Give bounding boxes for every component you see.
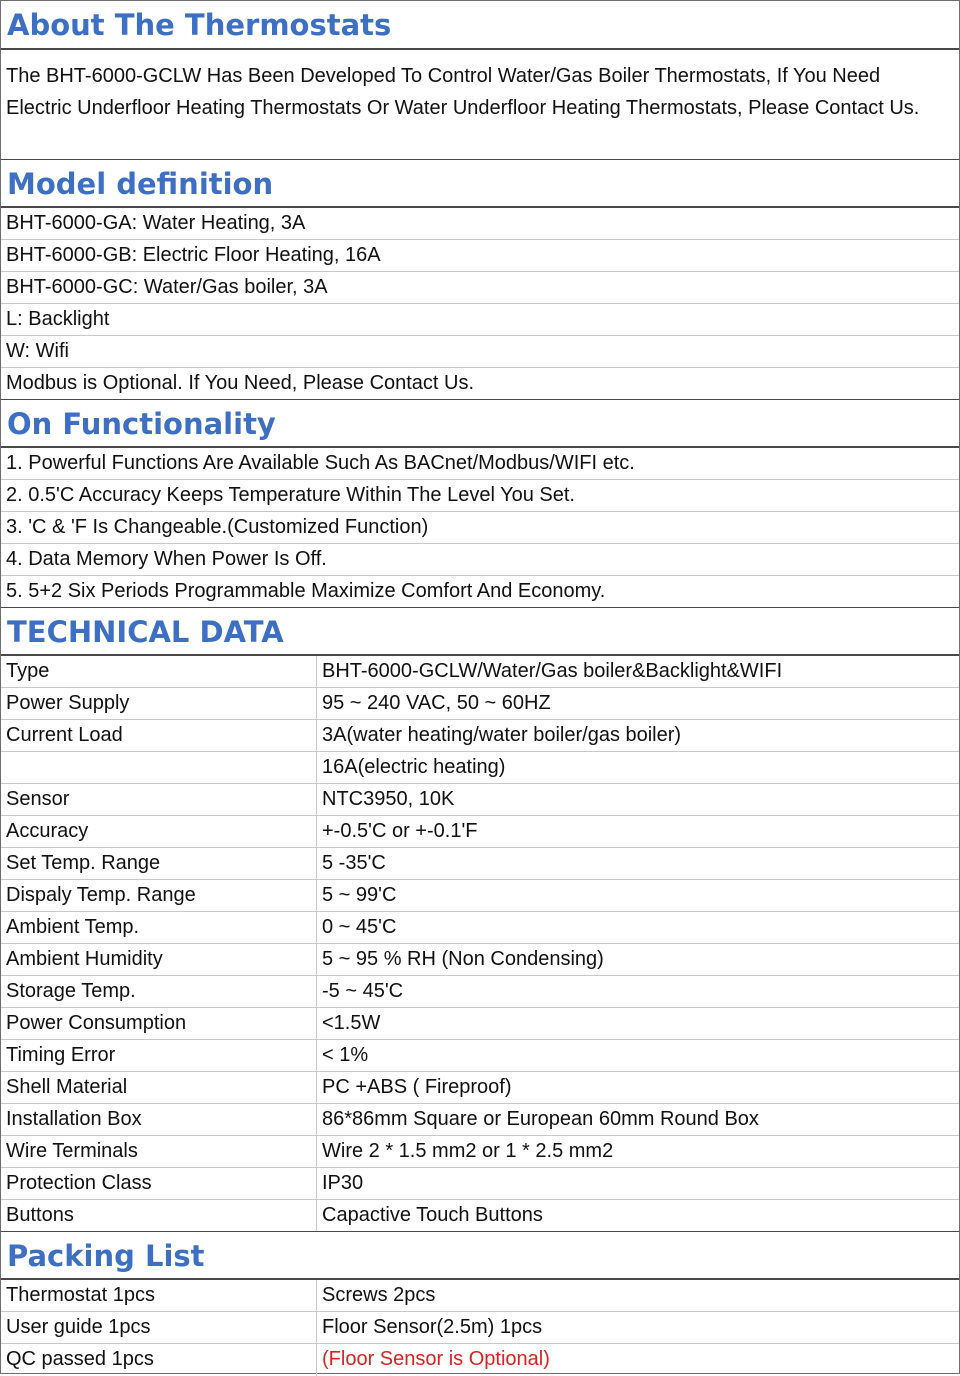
- spec-label: Ambient Humidity: [1, 944, 317, 975]
- spec-label: Power Consumption: [1, 1008, 317, 1039]
- packing-item: QC passed 1pcs: [1, 1344, 317, 1376]
- spec-value: 5 ~ 99'C: [322, 884, 397, 906]
- spec-value: Wire 2 * 1.5 mm2 or 1 * 2.5 mm2: [322, 1140, 614, 1162]
- spec-label: Shell Material: [1, 1072, 317, 1103]
- table-row: [1, 1104, 959, 1136]
- functionality-heading: On Functionality: [1, 400, 959, 448]
- table-row: [1, 720, 959, 752]
- table-row: [1, 848, 959, 880]
- packing-item: Screws 2pcs: [322, 1284, 436, 1306]
- table-row: [1, 1072, 959, 1104]
- packing-heading: Packing List: [1, 1232, 959, 1280]
- spec-value: 0 ~ 45'C: [322, 916, 397, 938]
- table-row: [1, 1008, 959, 1040]
- functionality-item: 1. Powerful Functions Are Available Such As BACnet/Modbus/WIFI etc.: [1, 448, 959, 480]
- spec-label: Current Load: [1, 720, 317, 751]
- spec-value: NTC3950, 10K: [322, 788, 455, 810]
- functionality-item: 5. 5+2 Six Periods Programmable Maximize Comfort And Economy.: [1, 576, 959, 608]
- packing-table: [1, 1280, 959, 1376]
- spec-label: Power Supply: [1, 688, 317, 719]
- model-item: BHT-6000-GC: Water/Gas boiler, 3A: [1, 272, 959, 304]
- spec-label: Timing Error: [1, 1040, 317, 1071]
- spec-label: Sensor: [1, 784, 317, 815]
- table-row: [1, 1312, 959, 1344]
- table-row: [1, 1280, 959, 1312]
- about-text: The BHT-6000-GCLW Has Been Developed To Control Water/Gas Boiler Thermostats, If You Need Electric Underfloor Heating Thermostats Or Water Underfloor Heating Thermostats, Please Contact Us.: [1, 50, 959, 160]
- spec-label: Dispaly Temp. Range: [1, 880, 317, 911]
- spec-value: 5 -35'C: [322, 852, 386, 874]
- table-row: [1, 752, 959, 784]
- spec-value: 86*86mm Square or European 60mm Round Box: [322, 1108, 759, 1130]
- model-item: BHT-6000-GB: Electric Floor Heating, 16A: [1, 240, 959, 272]
- functionality-item: 3. 'C & 'F Is Changeable.(Customized Function): [1, 512, 959, 544]
- model-item: W: Wifi: [1, 336, 959, 368]
- spec-label: Set Temp. Range: [1, 848, 317, 879]
- table-row: [1, 1344, 959, 1376]
- spec-value: 95 ~ 240 VAC, 50 ~ 60HZ: [322, 692, 551, 714]
- model-item: L: Backlight: [1, 304, 959, 336]
- model-item: BHT-6000-GA: Water Heating, 3A: [1, 208, 959, 240]
- table-row: [1, 816, 959, 848]
- table-row: [1, 880, 959, 912]
- model-heading: Model definition: [1, 160, 959, 208]
- about-heading: About The Thermostats: [1, 1, 959, 50]
- table-row: [1, 656, 959, 688]
- spec-value: PC +ABS ( Fireproof): [322, 1076, 512, 1098]
- spec-label: [1, 752, 317, 783]
- spec-value: -5 ~ 45'C: [322, 980, 404, 1002]
- table-row: [1, 976, 959, 1008]
- spec-value: +-0.5'C or +-0.1'F: [322, 820, 478, 842]
- spec-label: Buttons: [1, 1200, 317, 1231]
- functionality-item: 4. Data Memory When Power Is Off.: [1, 544, 959, 576]
- spec-label: Storage Temp.: [1, 976, 317, 1007]
- table-row: [1, 1136, 959, 1168]
- spec-value: 16A(electric heating): [322, 756, 506, 778]
- spec-value: Capactive Touch Buttons: [322, 1204, 543, 1226]
- optional-note: (Floor Sensor is Optional): [322, 1348, 550, 1370]
- packing-item: Thermostat 1pcs: [1, 1280, 317, 1311]
- spec-label: Wire Terminals: [1, 1136, 317, 1167]
- table-row: [1, 1040, 959, 1072]
- spec-label: Protection Class: [1, 1168, 317, 1199]
- technical-heading: TECHNICAL DATA: [1, 608, 959, 656]
- model-item: Modbus is Optional. If You Need, Please Contact Us.: [1, 368, 959, 400]
- table-row: [1, 1200, 959, 1232]
- spec-label: Accuracy: [1, 816, 317, 847]
- packing-item: Floor Sensor(2.5m) 1pcs: [322, 1316, 543, 1338]
- spec-label: Installation Box: [1, 1104, 317, 1135]
- spec-value: 5 ~ 95 % RH (Non Condensing): [322, 948, 604, 970]
- spec-value: <1.5W: [322, 1012, 381, 1034]
- functionality-item: 2. 0.5'C Accuracy Keeps Temperature Within The Level You Set.: [1, 480, 959, 512]
- spec-value: IP30: [322, 1172, 364, 1194]
- table-row: [1, 688, 959, 720]
- spec-value: BHT-6000-GCLW/Water/Gas boiler&Backlight&WIFI: [322, 660, 783, 682]
- spec-label: Type: [1, 656, 317, 687]
- table-row: [1, 912, 959, 944]
- spec-label: Ambient Temp.: [1, 912, 317, 943]
- table-row: [1, 784, 959, 816]
- spec-value: 3A(water heating/water boiler/gas boiler): [322, 724, 682, 746]
- packing-item: User guide 1pcs: [1, 1312, 317, 1343]
- table-row: [1, 944, 959, 976]
- table-row: [1, 1168, 959, 1200]
- technical-table: [1, 656, 959, 1232]
- spec-value: < 1%: [322, 1044, 369, 1066]
